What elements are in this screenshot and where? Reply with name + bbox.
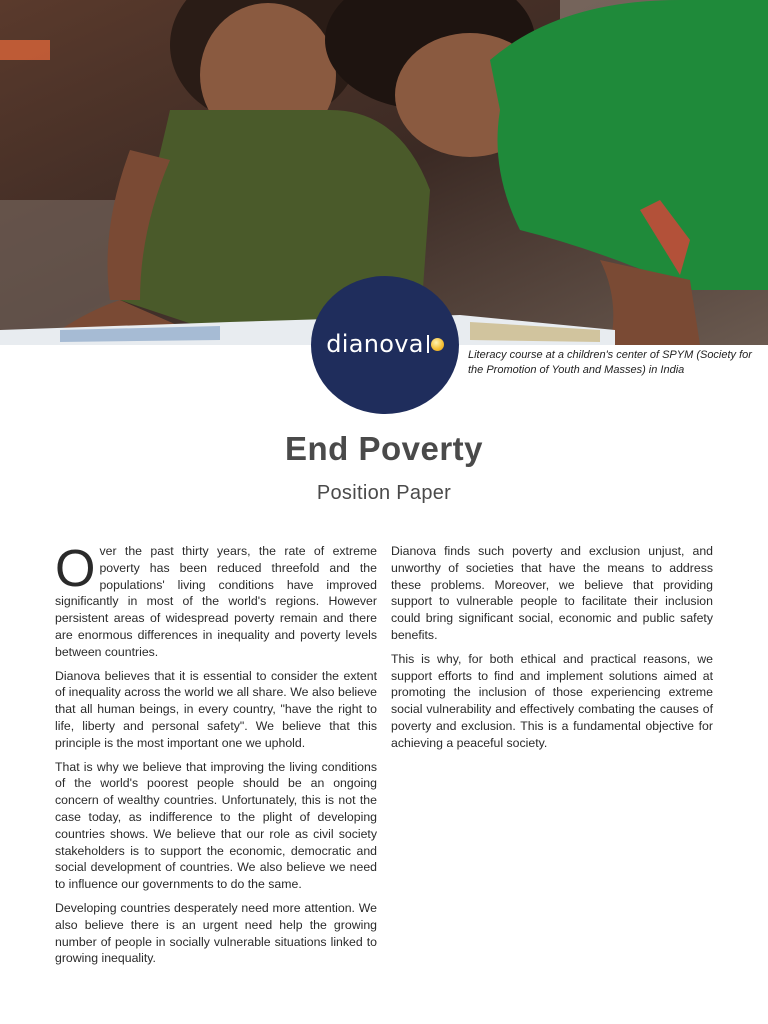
left-paragraph-1 [55, 540, 377, 661]
drop-cap: O [55, 540, 96, 598]
right-paragraph-1: Dianova finds such poverty and exclusion unjust, and unworthy of societies that have the means to address these problems. Moreover, we believe that providing support to vulnerable people to facilitate their inclusion could bring significant social, economic and public safety benefits. [391, 544, 713, 642]
logo-bar-icon [427, 335, 429, 353]
left-paragraph-4: Developing countries desperately need more attention. We also believe there is an urgent need help the growing number of people in socially vulnerable situations linked to growing inequality. [55, 900, 377, 966]
dianova-logo [311, 276, 459, 414]
left-paragraph-3: That is why we believe that improving the living conditions of the world's poorest people should be an ongoing concern of wealthy countries. Unfortunately, this is not the case today, as indifference to the plight of developing countries shows. We believe that our role as civil society stakeholders is to support the economic, democratic and social development of countries. We also believe we need to influence our governments to do the same. [55, 759, 377, 892]
photo-caption: Literacy course at a children's center of SPYM (Society for the Promotion of Youth and Masses) in India [468, 349, 752, 376]
logo-dot-icon [431, 338, 444, 351]
right-paragraph-2: This is why, for both ethical and practical reasons, we support efforts to find and implement solutions aimed at promoting the inclusion of those experiencing extreme social vulnerability and effectively combating the causes of poverty and exclusion. This is a fundamental objective for achieving a peaceful society. [391, 651, 713, 750]
logo-wordmark: dianova [326, 330, 424, 358]
page-subtitle: Position Paper [316, 482, 452, 504]
left-paragraph-1-text: ver the past thirty years, the rate of extreme poverty has been reduced threefold and the populations' living conditions have improved significantly in most of the world's regions. However persistent areas of widespread poverty remain and there are enormous differences in inequality and poverty levels between countries. [55, 544, 377, 659]
page-title: End Poverty [284, 430, 484, 467]
left-column [55, 540, 377, 974]
left-paragraph-2: Dianova believes that it is essential to consider the extent of inequality across the world we all share. We also believe that all human beings, in every country, "have the right to life, liberty and personal safety". We believe that this principle is the most important one we uphold. [55, 668, 377, 750]
right-column [391, 543, 713, 759]
